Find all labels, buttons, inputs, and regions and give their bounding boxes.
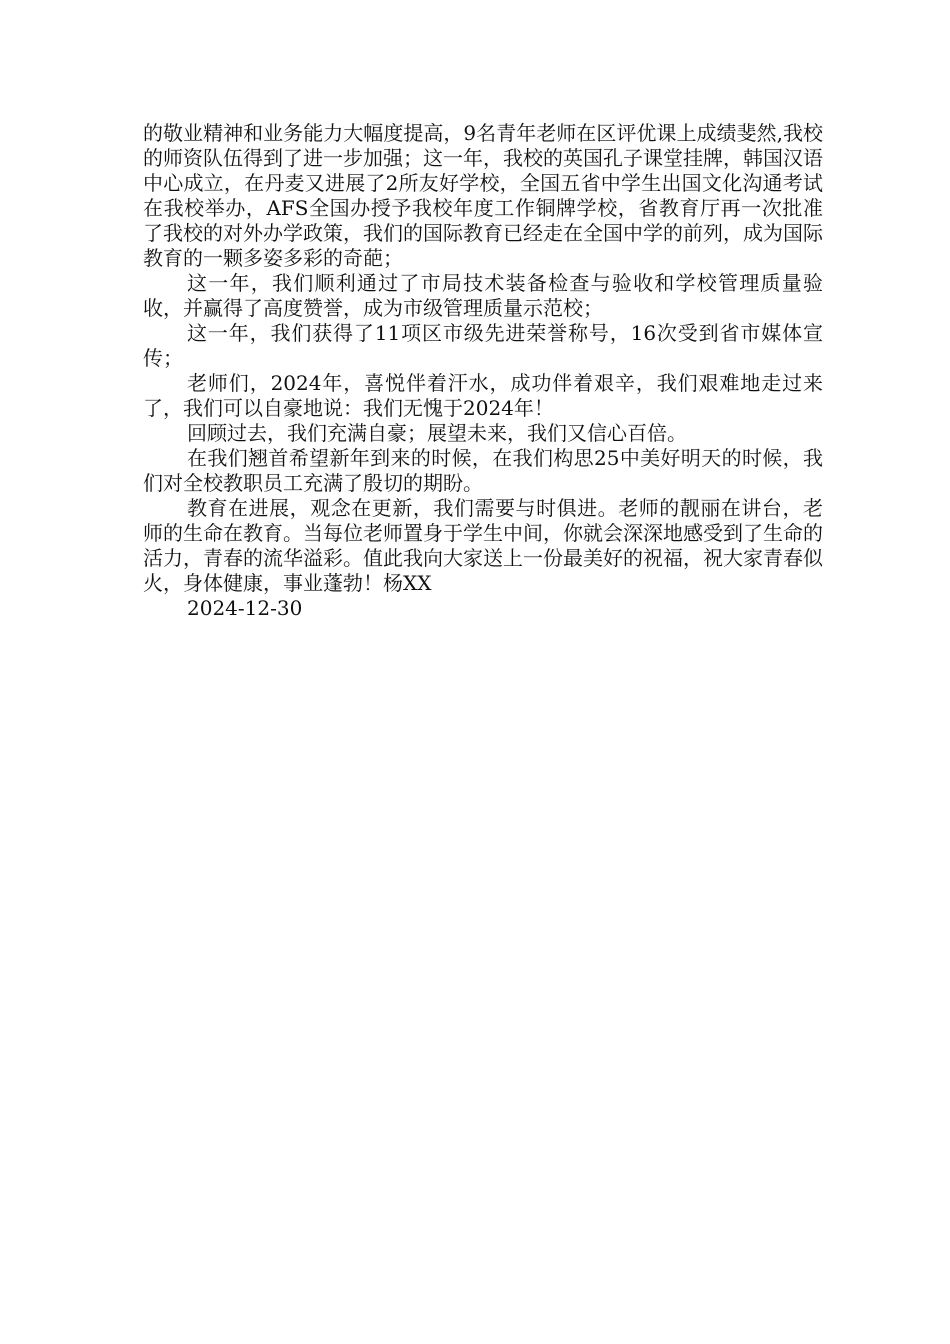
paragraph-teachers-2024: 老师们，2024年，喜悦伴着汗水，成功伴着艰辛，我们艰难地走过来了，我们可以自豪地说：我们无愧于2024年！	[143, 371, 823, 420]
paragraph-intro: 的敬业精神和业务能力大幅度提高，9名青年老师在区评优课上成绩斐然,我校的师资队伍得到了进一步加强；这一年，我校的英国孔子课堂挂牌，韩国汉语中心成立，在丹麦又进展了2所友好学校，全国五省中学生出国文化沟通考试在我校举办，AFS全国办授予我校年度工作铜牌学校，省教育厅再一次批准了我校的对外办学政策，我们的国际教育已经走在全国中学的前列，成为国际教育的一颗多姿多彩的奇葩；	[143, 121, 823, 270]
paragraph-blessing: 教育在进展，观念在更新，我们需要与时俱进。老师的靓丽在讲台，老师的生命在教育。当每位老师置身于学生中间，你就会深深地感受到了生命的活力，青春的流华溢彩。值此我向大家送上一份最美好的祝福，祝大家青春似火，身体健康，事业蓬勃！杨XX	[143, 496, 823, 595]
paragraph-honors: 这一年，我们获得了11项区市级先进荣誉称号，16次受到省市媒体宣传；	[143, 321, 823, 370]
document-body	[143, 121, 823, 621]
document-date: 2024-12-30	[187, 596, 303, 620]
paragraph-new-year: 在我们翘首希望新年到来的时候，在我们构思25中美好明天的时候，我们对全校教职员工充满了殷切的期盼。	[143, 446, 823, 495]
paragraph-inspection: 这一年，我们顺利通过了市局技术装备检查与验收和学校管理质量验收，并赢得了高度赞誉，成为市级管理质量示范校；	[143, 271, 823, 320]
paragraph-review: 回顾过去，我们充满自豪；展望未来，我们又信心百倍。	[187, 421, 687, 445]
